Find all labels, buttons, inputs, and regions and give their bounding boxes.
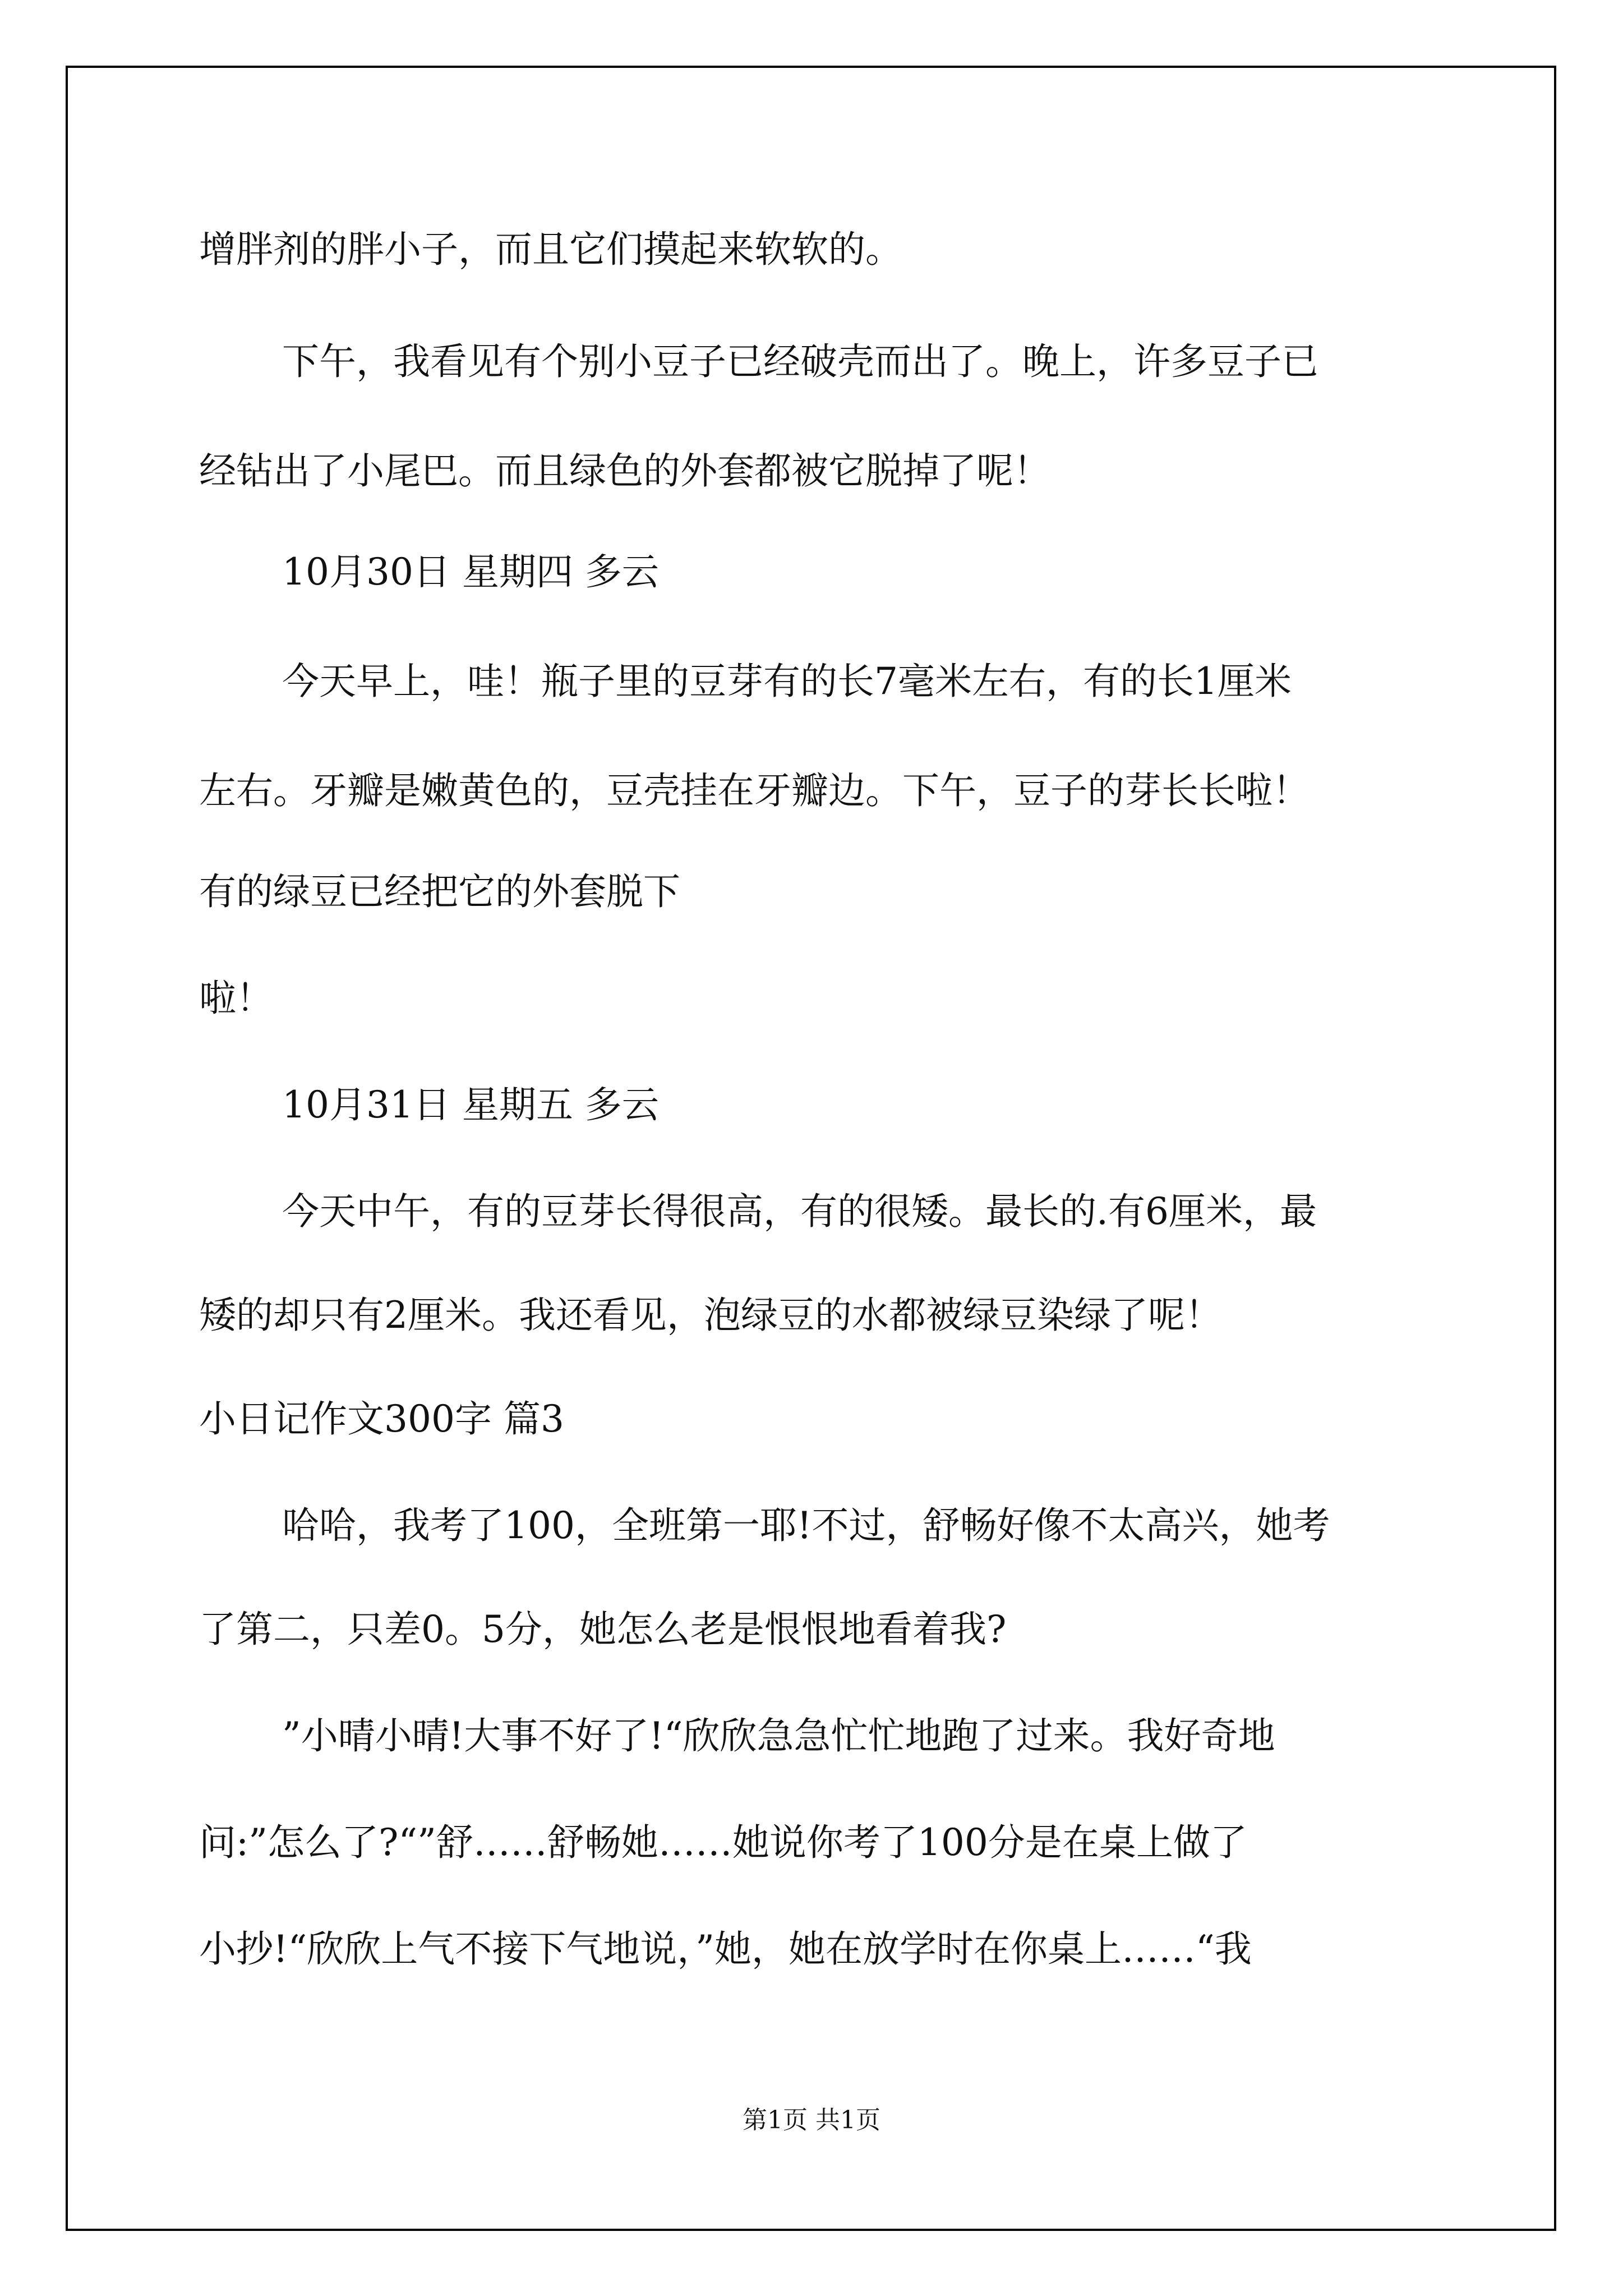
paragraph-line: 小抄!“欣欣上气不接下气地说，”她，她在放学时在你桌上……“我	[199, 1927, 1252, 1971]
paragraph-line: 今天中午，有的豆芽长得很高，有的很矮。最长的.有6厘米，最	[282, 1190, 1317, 1233]
paragraph-line: ”小晴小晴!大事不好了!“欣欣急急忙忙地跑了过来。我好奇地	[282, 1714, 1275, 1757]
paragraph-line: 增胖剂的胖小子，而且它们摸起来软软的。	[199, 228, 902, 271]
paragraph-line: 今天早上，哇！瓶子里的豆芽有的长7毫米左右，有的长1厘米	[282, 660, 1292, 703]
paragraph-line: 有的绿豆已经把它的外套脱下	[199, 870, 680, 913]
paragraph-line: 左右。牙瓣是嫩黄色的，豆壳挂在牙瓣边。下午，豆子的芽长长啦！	[199, 769, 1310, 812]
paragraph-line: 啦！	[199, 977, 273, 1020]
page-footer: 第1页 共1页	[743, 2106, 880, 2134]
date-heading: 10月30日 星期四 多云	[282, 550, 659, 593]
date-heading: 10月31日 星期五 多云	[282, 1083, 659, 1126]
paragraph-line: 了第二，只差0。5分，她怎么老是恨恨地看着我?	[199, 1608, 1007, 1651]
paragraph-line: 经钻出了小尾巴。而且绿色的外套都被它脱掉了呢！	[199, 449, 1050, 493]
paragraph-line: 矮的却只有2厘米。我还看见，泡绿豆的水都被绿豆染绿了呢！	[199, 1294, 1222, 1337]
section-title: 小日记作文300字 篇3	[199, 1397, 564, 1441]
page-border	[66, 66, 1556, 2231]
paragraph-line: 哈哈，我考了100，全班第一耶!不过，舒畅好像不太高兴，她考	[282, 1504, 1330, 1547]
paragraph-line: 下午，我看见有个别小豆子已经破壳而出了。晚上，许多豆子已	[282, 340, 1318, 383]
paragraph-line: 问:”怎么了?“”舒……舒畅她……她说你考了100分是在桌上做了	[199, 1821, 1247, 1864]
